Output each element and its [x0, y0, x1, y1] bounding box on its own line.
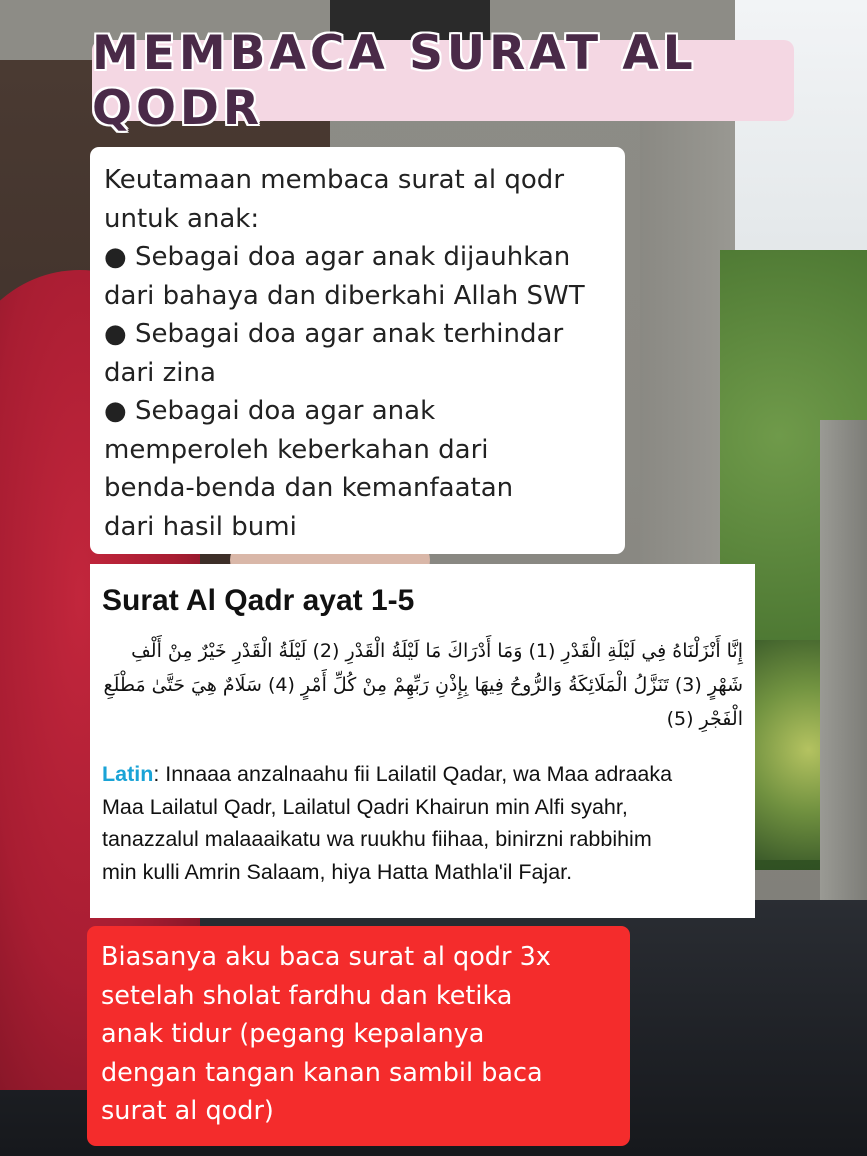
latin-line: min kulli Amrin Salaam, hiya Hatta Mathla'il Fajar. — [102, 859, 573, 884]
note-card — [87, 926, 630, 1146]
latin-line: tanazzalul malaaaikatu wa ruukhu fiihaa, binirzni rabbihim — [102, 827, 652, 851]
benefit-line: benda-benda dan kemanfaatan — [104, 473, 514, 503]
benefit-line: dari hasil bumi — [104, 511, 297, 542]
surat-card — [90, 564, 755, 918]
note-line: dengan tangan kanan sambil baca — [101, 1057, 543, 1088]
benefit-line: ● Sebagai doa agar anak terhindar — [104, 319, 564, 349]
latin-label: Latin — [102, 762, 154, 786]
benefit-line: untuk anak: — [104, 203, 260, 234]
benefits-card — [90, 147, 625, 554]
latin-transliteration — [102, 758, 743, 888]
arabic-text: إِنَّا أَنْزَلْنَاهُ فِي لَيْلَةِ الْقَدْرِ (1) وَمَا أَدْرَاكَ مَا لَيْلَةُ الْقَدْرِ (2) لَيْلَةُ الْقَدْرِ خَيْرٌ مِنْ أَلْفِ شَهْرٍ (3) تَنَزَّلُ الْمَلَائِكَةُ وَالرُّوحُ فِيهَا بِإِذْنِ رَبِّهِمْ مِنْ كُلِّ أَمْرٍ (4) سَلَامٌ هِيَ حَتَّىٰ مَطْلَعِ الْفَجْرِ (5) — [103, 640, 743, 730]
note-line: setelah sholat fardhu dan ketika — [101, 980, 513, 1011]
benefit-line: memperoleh keberkahan dari — [104, 434, 489, 465]
latin-line: Maa Lailatul Qadr, Lailatul Qadri Khairun min Alfi syahr, — [102, 794, 628, 819]
surat-heading: Surat Al Qadr ayat 1-5 — [102, 584, 415, 617]
benefit-line: dari zina — [104, 357, 216, 388]
note-line: Biasanya aku baca surat al qodr 3x — [101, 942, 551, 972]
note-line: anak tidur (pegang kepalanya — [101, 1019, 485, 1049]
benefit-line: Keutamaan membaca surat al qodr — [104, 165, 565, 195]
latin-first-text: : Innaaa anzalnaahu fii Lailatil Qadar, wa Maa adraaka — [153, 762, 673, 786]
title-banner — [92, 25, 794, 136]
page-title: MEMBACA SURAT AL QODR — [92, 25, 697, 136]
benefit-line: ● Sebagai doa agar anak — [104, 396, 436, 426]
benefit-line: dari bahaya dan diberkahi Allah SWT — [104, 280, 585, 311]
latin-first-line — [102, 758, 743, 791]
note-line: surat al qodr) — [101, 1096, 274, 1126]
benefit-line: ● Sebagai doa agar anak dijauhkan — [104, 242, 571, 272]
